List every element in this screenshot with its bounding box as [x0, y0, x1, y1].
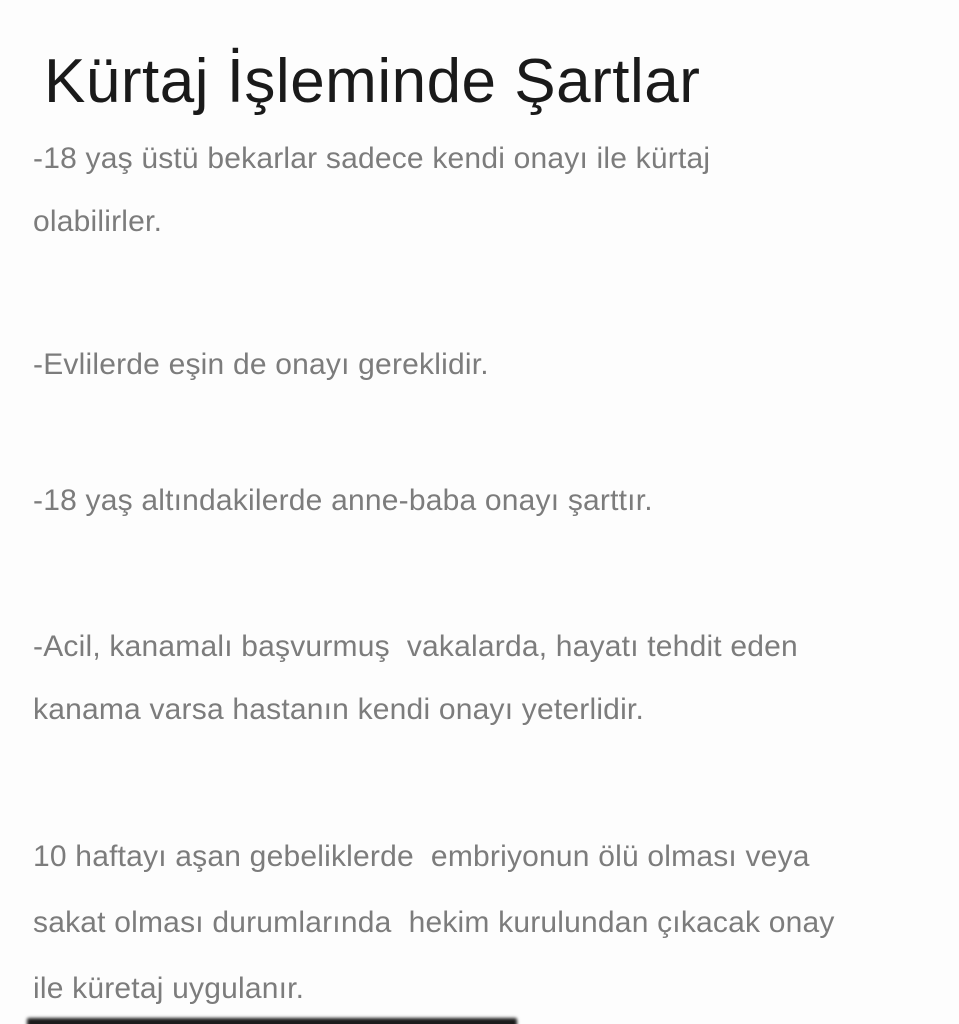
paragraph-line: -Acil, kanamalı başvurmuş vakalarda, hayatı tehdit eden — [33, 630, 798, 663]
paragraph-line: ile küretaj uygulanır. — [33, 972, 305, 1005]
paragraph-over-ten-weeks — [33, 824, 919, 1022]
cropped-bottom-bar — [27, 1018, 517, 1024]
paragraph-adult-consent — [33, 127, 919, 253]
paragraph-married-consent — [33, 333, 919, 396]
paragraph-emergency-cases — [33, 615, 919, 741]
paragraph-line: kanama varsa hastanın kendi onayı yeterlidir. — [33, 693, 645, 726]
paragraph-line: sakat olması durumlarında hekim kurulundan çıkacak onay — [33, 906, 835, 939]
paragraph-line: -18 yaş altındakilerde anne-baba onayı şarttır. — [33, 484, 653, 517]
paragraph-line: olabilirler. — [33, 205, 163, 238]
paragraph-line: -Evlilerde eşin de onayı gereklidir. — [33, 348, 489, 381]
paragraph-minor-consent — [33, 469, 919, 532]
paragraph-line: 10 haftayı aşan gebeliklerde embriyonun ölü olması veya — [33, 840, 810, 873]
paragraph-line: -18 yaş üstü bekarlar sadece kendi onayı ile kürtaj — [33, 142, 711, 175]
page-title: Kürtaj İşleminde Şartlar — [44, 47, 701, 116]
